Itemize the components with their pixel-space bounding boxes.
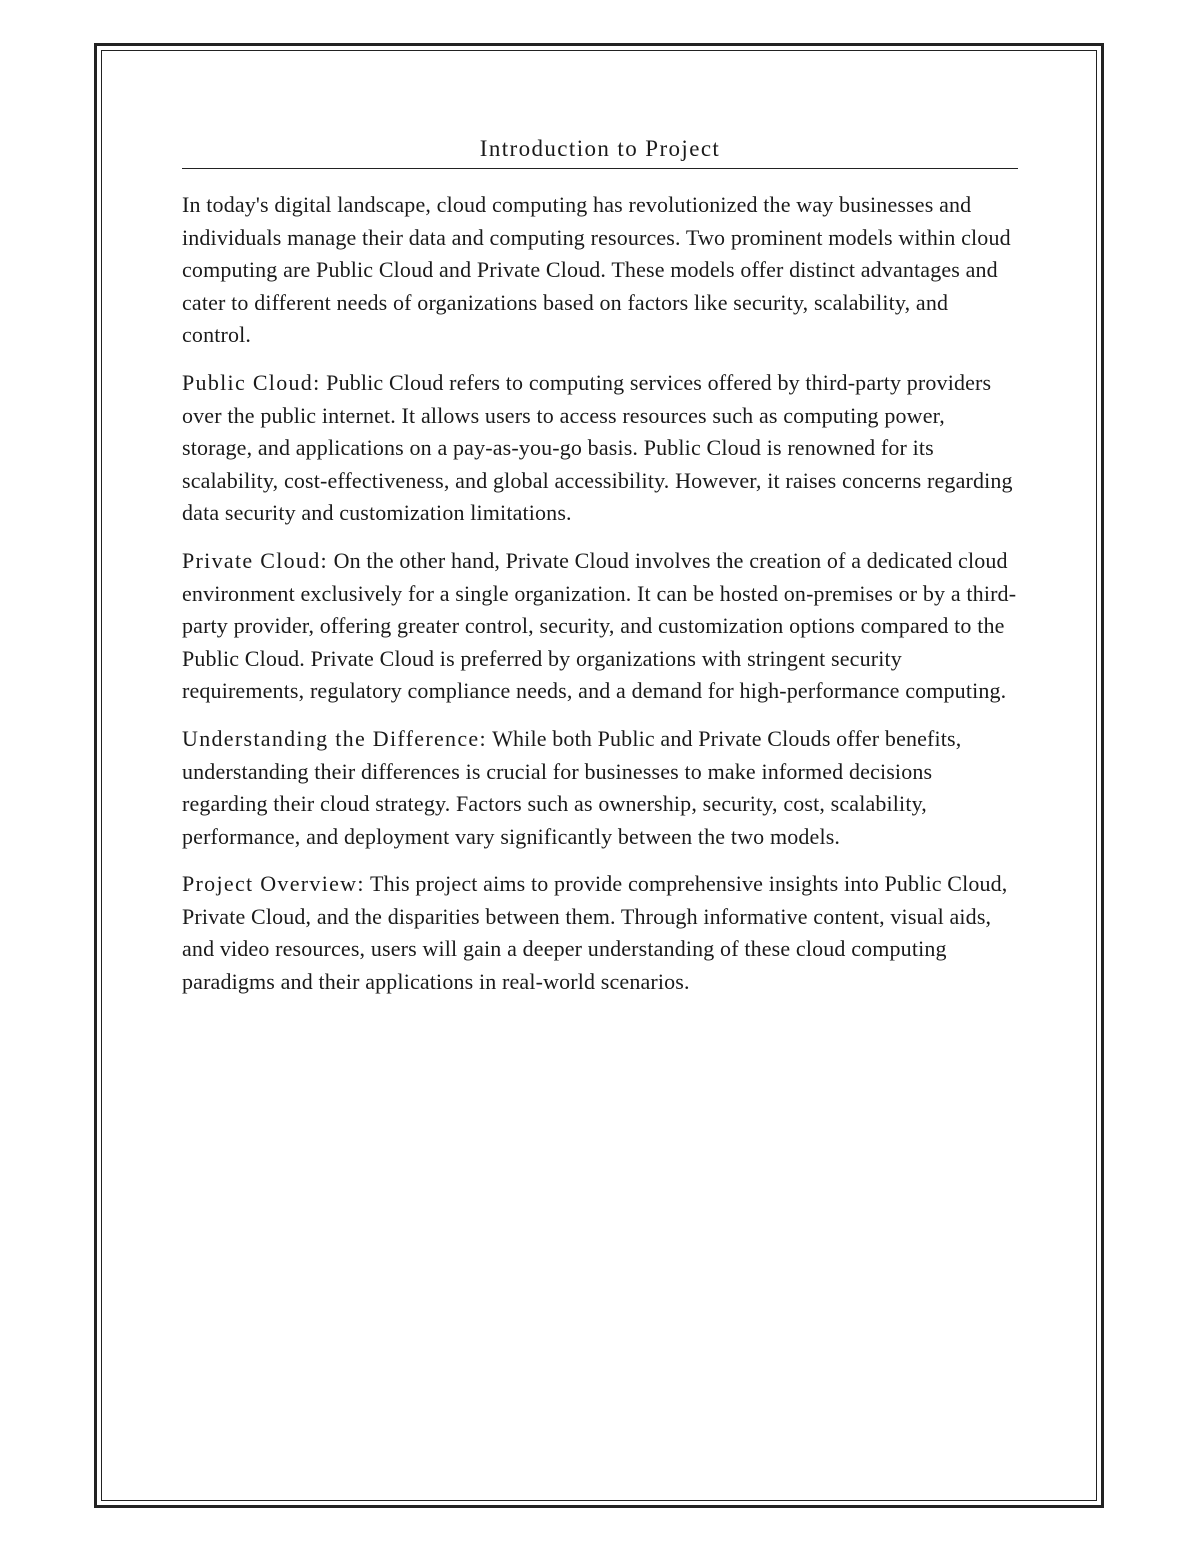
public-cloud-paragraph <box>182 367 1018 530</box>
public-cloud-label: Public Cloud: <box>182 369 321 395</box>
overview-paragraph <box>182 868 1018 998</box>
private-cloud-paragraph <box>182 545 1018 708</box>
difference-text: While both Public and Private Clouds offer benefits, understanding their differences is crucial for businesses to make informed decisions regarding their cloud strategy. Factors such as ownership, security, cost, scalability, performance, and deployment vary significantly between the two models. <box>182 725 962 849</box>
overview-label: Project Overview: <box>182 871 365 897</box>
private-cloud-label: Private Cloud: <box>182 547 328 573</box>
public-cloud-text: Public Cloud refers to computing services offered by third-party providers over the public internet. It allows users to access resources such as computing power, storage, and applications on a pay-as-you-go basis. Public Cloud is renowned for its scalability, cost-effectiveness, and global accessibility. However, it raises concerns regarding data security and customization limitations. <box>182 369 1013 526</box>
title-underline <box>182 168 1018 169</box>
difference-paragraph <box>182 723 1018 853</box>
overview-text: This project aims to provide comprehensive insights into Public Cloud, Private Cloud, and the disparities between them. Through informative content, visual aids, and video resources, users will gain a deeper understanding of these cloud computing paradigms and their applications in real-world scenarios. <box>182 871 1008 995</box>
private-cloud-text: On the other hand, Private Cloud involves the creation of a dedicated cloud environment exclusively for a single organization. It can be hosted on-premises or by a third-party provider, offering greater control, security, and customization options compared to the Public Cloud. Private Cloud is preferred by organizations with stringent security requirements, regulatory compliance needs, and a demand for high-performance computing. <box>182 547 1017 704</box>
page-title: Introduction to Project <box>479 136 721 161</box>
difference-label: Understanding the Difference: <box>182 725 487 751</box>
page-content <box>182 130 1018 1014</box>
intro-paragraph: In today's digital landscape, cloud computing has revolutionized the way businesses and individuals manage their data and computing resources. Two prominent models within cloud computing are Public Cloud and Private Cloud. These models offer distinct advantages and cater to different needs of organizations based on factors like security, scalability, and control. <box>182 192 1011 348</box>
